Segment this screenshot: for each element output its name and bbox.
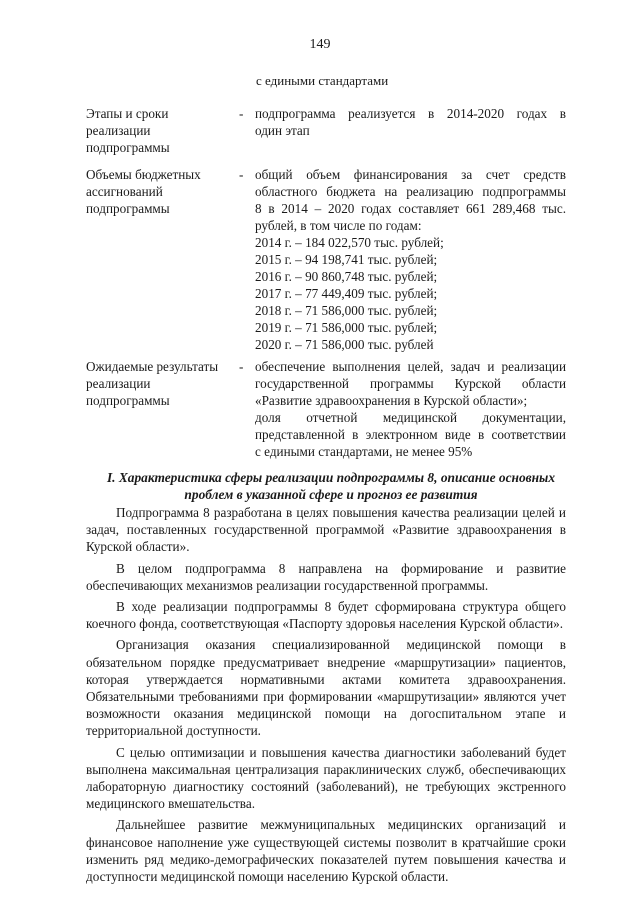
- paragraph: В ходе реализации подпрограммы 8 будет сформирована структура общего коечного фонда, соответствующая «Паспорту здоровья населения Курской области».: [86, 599, 566, 632]
- row-value: обеспечение выполнения целей, задач и реализации государственной программы Курской области «Развитие здравоохранения в Курской области»; доля отчетной медицинской документации, представленной в электронном виде в соответствии с едиными стандартами, не менее 95%: [255, 359, 566, 459]
- row-label: Этапы и сроки реализации подпрограммы: [86, 106, 170, 155]
- continuation-text: с едиными стандартами: [256, 73, 389, 88]
- paragraph: Подпрограмма 8 разработана в целях повышения качества реализации целей и задач, поставленных государственной программой «Развитие здравоохранения в Курской области».: [86, 505, 566, 555]
- row-value: общий объем финансирования за счет средств областного бюджета на реализацию подпрограммы 8 в 2014 – 2020 годах составляет 661 289,468 тыс. рублей, в том числе по годам: 2014 г. – 184 022,570 тыс. рублей; 2015 г. – 94 198,741 тыс. рублей; 2016 г. – 90 860,748 тыс. рублей; 2017 г. – 77 449,409 тыс. рублей; 2018 г. – 71 586,000 тыс. рублей; 2019 г. – 71 586,000 тыс. рублей; 2020 г. – 71 586,000 тыс. рублей: [255, 167, 566, 352]
- paragraph: Организация оказания специализированной медицинской помощи в обязательном порядке предусматривает внедрение «маршрутизации» пациентов, которая утверждается нормативными актами комитета здравоохранения. Обязательными требованиями при формировании «маршрутизации» являются учет возможности оказания медицинской помощи на догоспитальном этапе и территориальной доступности.: [86, 637, 566, 739]
- row-dash: -: [239, 359, 244, 374]
- section-heading: I. Характеристика сферы реализации подпрограммы 8, описание основных проблем в указанной сфере и прогноз ее развития: [106, 470, 556, 502]
- row-dash: -: [239, 106, 244, 121]
- paragraph: Дальнейшее развитие межмуниципальных медицинских организаций и финансовое наполнение уже существующей системы позволит в кратчайшие сроки изменить ряд медико-демографических показателей путем повышения качества и доступности медицинской помощи населению Курской области.: [86, 817, 566, 885]
- row-value: подпрограмма реализуется в 2014-2020 годах в один этап: [255, 106, 566, 138]
- paragraph: С целью оптимизации и повышения качества диагностики заболеваний будет выполнена максимальная централизация параклинических служб, обеспечивающих лабораторную диагностику состояний (заболеваний), не требующих экстренного медицинского вмешательства.: [86, 744, 566, 812]
- row-label: Объемы бюджетных ассигнований подпрограммы: [86, 167, 201, 216]
- page-number: 149: [309, 37, 331, 52]
- section-body: [86, 504, 566, 889]
- row-dash: -: [239, 167, 244, 182]
- paragraph: В целом подпрограмма 8 направлена на формирование и развитие обеспечивающих механизмов реализации государственной программы.: [86, 560, 566, 593]
- row-label: Ожидаемые результаты реализации подпрограммы: [86, 359, 219, 408]
